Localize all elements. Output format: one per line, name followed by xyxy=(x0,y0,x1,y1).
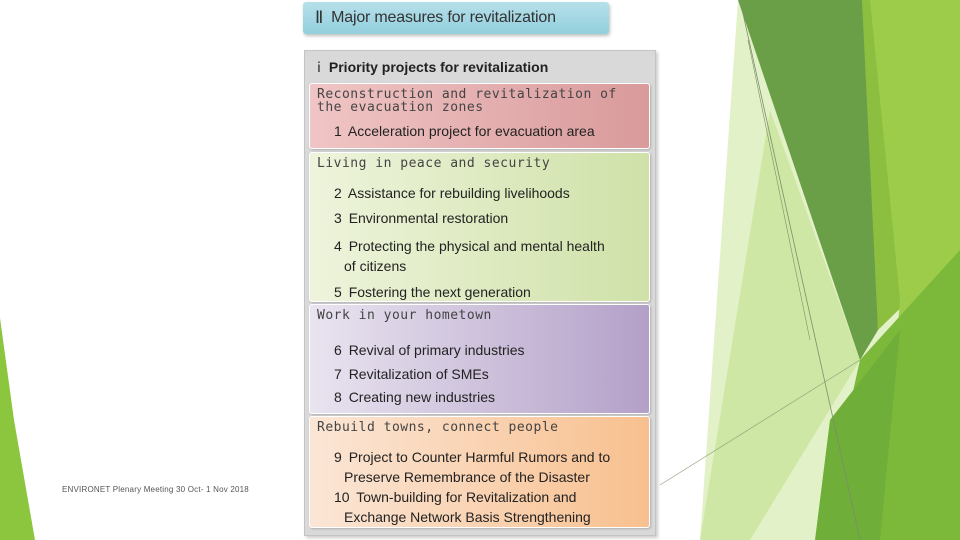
section-title: Work in your hometown xyxy=(317,308,492,323)
priority-projects-panel xyxy=(304,50,656,536)
item-number: 2 xyxy=(334,185,342,201)
item-number: 5 xyxy=(334,284,342,300)
list-item xyxy=(334,183,570,203)
list-item xyxy=(334,340,525,360)
item-number: 7 xyxy=(334,366,342,382)
item-text-continued: Preserve Remembrance of the Disaster xyxy=(344,469,590,485)
item-number: 8 xyxy=(334,389,342,405)
list-item xyxy=(334,364,489,384)
list-item xyxy=(334,121,595,141)
item-number: 1 xyxy=(334,123,342,139)
section-title: Reconstruction and revitalization of the evacuation zones xyxy=(317,87,617,115)
item-text: Protecting the physical and mental health xyxy=(348,238,605,254)
list-item xyxy=(334,447,644,487)
left-green-wedge xyxy=(0,318,35,540)
item-number: 4 xyxy=(334,238,342,254)
list-item xyxy=(334,208,508,228)
item-text: Project to Counter Harmful Rumors and to xyxy=(348,449,611,465)
item-text-continued: Exchange Network Basis Strengthening xyxy=(344,509,591,525)
item-number: 9 xyxy=(334,449,342,465)
list-item xyxy=(334,387,495,407)
item-text: Fostering the next generation xyxy=(348,284,531,300)
footer-text: ENVIRONET Plenary Meeting 30 Oct- 1 Nov 2018 xyxy=(62,485,249,494)
item-text: Acceleration project for evacuation area xyxy=(347,123,595,139)
section-title: Rebuild towns, connect people xyxy=(317,420,559,435)
item-text-continued: of citizens xyxy=(344,258,407,274)
slide-title: Major measures for revitalization xyxy=(331,9,556,26)
panel-heading-text: Priority projects for revitalization xyxy=(328,59,549,75)
list-item xyxy=(334,236,644,276)
panel-heading xyxy=(317,59,548,77)
item-number: 3 xyxy=(334,210,342,226)
section-living-peace-security xyxy=(309,152,650,302)
list-item xyxy=(334,282,531,302)
section-title: Living in peace and security xyxy=(317,156,551,171)
item-text: Revitalization of SMEs xyxy=(348,366,489,382)
list-item xyxy=(334,487,644,527)
slide-title-banner xyxy=(303,2,609,34)
item-text: Environmental restoration xyxy=(348,210,509,226)
item-text: Town-building for Revitalization and xyxy=(356,489,577,505)
panel-heading-numeral: ⅰ xyxy=(317,61,321,76)
item-number: 6 xyxy=(334,342,342,358)
title-numeral: Ⅱ xyxy=(315,8,324,27)
item-text: Revival of primary industries xyxy=(348,342,525,358)
item-text: Creating new industries xyxy=(348,389,495,405)
section-work-hometown xyxy=(309,304,650,414)
item-number: 10 xyxy=(334,489,350,505)
item-text: Assistance for rebuilding livelihoods xyxy=(347,185,570,201)
section-reconstruction xyxy=(309,83,650,149)
section-rebuild-towns xyxy=(309,416,650,528)
